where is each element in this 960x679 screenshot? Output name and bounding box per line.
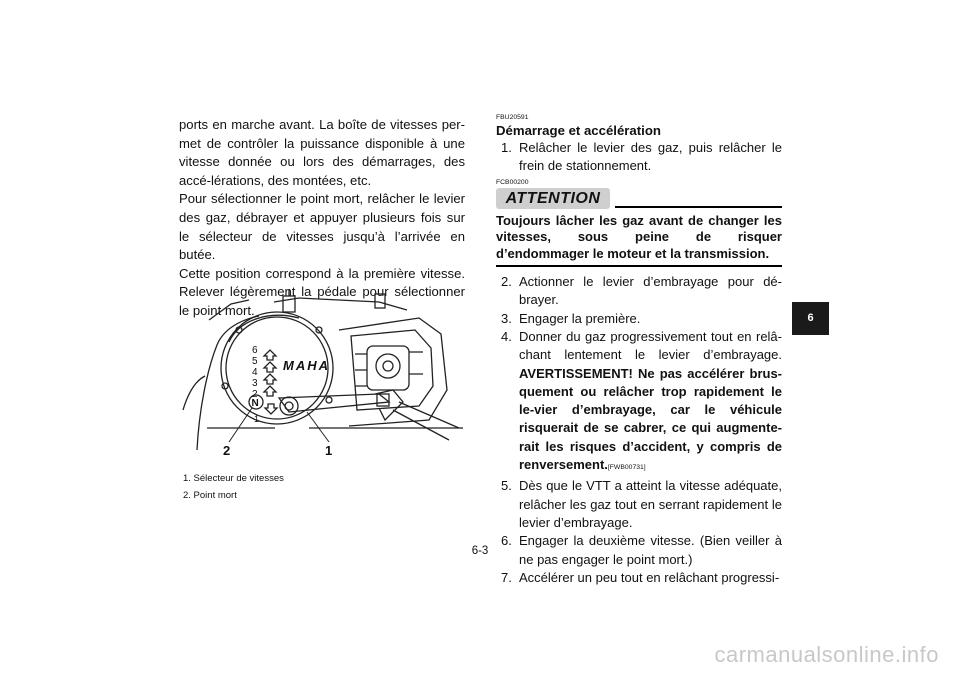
- gear-label-1: 1: [254, 414, 260, 424]
- step-number: 4.: [501, 328, 512, 344]
- paragraph-neutral-select: Pour sélectionner le point mort, relâcher le levier des gaz, débrayer et appuyer plusieurs fois sur le sélecteur de vitesses jusqu’à l’arrivée en butée.: [179, 191, 465, 263]
- warning-text: AVERTISSEMENT! Ne pas accélérer brus-quement ou relâcher trop rapidement le le-vier d’embrayage, car le véhicule risquerait de se cabrer, ce qui augmente-rait les risques d’accident, y compris de renversement.: [519, 365, 782, 473]
- step-text: Engager la deuxième vitesse. (Bien veiller à ne pas engager le point mort.): [519, 533, 782, 567]
- gear-shift-illustration: [179, 290, 463, 458]
- step-4: [496, 328, 782, 477]
- gear-label-2: 2: [252, 389, 258, 400]
- callout-2: 2: [223, 443, 231, 458]
- step-text: Engager la première.: [519, 310, 641, 326]
- step-text: Accélérer un peu tout en relâchant progressi-: [519, 569, 780, 585]
- right-column: [496, 114, 782, 587]
- attention-text: Toujours lâcher les gaz avant de changer les vitesses, sous peine de risquer d’endommager le moteur et la transmission.: [496, 212, 782, 261]
- watermark: carmanualsonline.info: [714, 642, 939, 667]
- step-2: [496, 273, 782, 310]
- step-number: 5.: [501, 478, 512, 494]
- step-number: 3.: [501, 310, 512, 326]
- step-number: 6.: [501, 533, 512, 549]
- step-text: Dès que le VTT a atteint la vitesse adéquate, relâcher les gaz tout en serrant rapidement le levier d’embrayage.: [519, 478, 782, 530]
- paragraph-first-gear: Cette position correspond à la première vitesse. Relever légèrement la pédale pour sélectionner le point mort.: [179, 265, 465, 318]
- attention-rule: [615, 206, 782, 208]
- callout-1: 1: [325, 443, 333, 458]
- step-7: [496, 569, 782, 587]
- attention-label: ATTENTION: [496, 188, 610, 209]
- step-text: Donner du gaz progressivement tout en relâ-chant lentement le levier d’embrayage.: [519, 328, 782, 363]
- step-number: 7.: [501, 569, 512, 585]
- caption-1: 1. Sélecteur de vitesses: [183, 473, 284, 484]
- warning-code: [FWB00731]: [607, 464, 646, 472]
- step-text: Actionner le levier d’embrayage pour dé-brayer.: [519, 274, 782, 308]
- section-heading: Démarrage et accélération: [496, 123, 661, 138]
- paragraph-gearbox: ports en marche avant. La boîte de vitesses per-met de contrôler la puissance disponible à une vitesse donnée ou lors des démarrages, des accé-lérations, des montées, etc.: [179, 117, 465, 188]
- step-number: 1.: [501, 140, 512, 155]
- brand-lettering: MAHA: [283, 358, 330, 373]
- caption-2: 2. Point mort: [183, 490, 237, 501]
- figure-captions: [183, 470, 284, 504]
- gear-label-4: 4: [252, 367, 258, 378]
- section-code: FBU20591: [496, 114, 529, 121]
- step-text: Relâcher le levier des gaz, puis relâcher le frein de stationnement.: [519, 140, 782, 174]
- gear-label-3: 3: [252, 378, 258, 389]
- page-number: 6-3: [471, 545, 489, 557]
- engine-drawing: [179, 290, 463, 458]
- step-number: 2.: [501, 274, 512, 290]
- step-5: [496, 477, 782, 532]
- gear-label-5: 5: [252, 356, 258, 367]
- step-1: [496, 139, 782, 176]
- gear-label-6: 6: [252, 345, 258, 356]
- step-3: [496, 310, 782, 328]
- gear-label-neutral: N: [251, 398, 259, 409]
- chapter-tab: 6: [792, 302, 829, 335]
- attention-end-rule: [496, 265, 782, 267]
- attention-header: [496, 188, 782, 210]
- caution-code: FCB00200: [496, 178, 529, 186]
